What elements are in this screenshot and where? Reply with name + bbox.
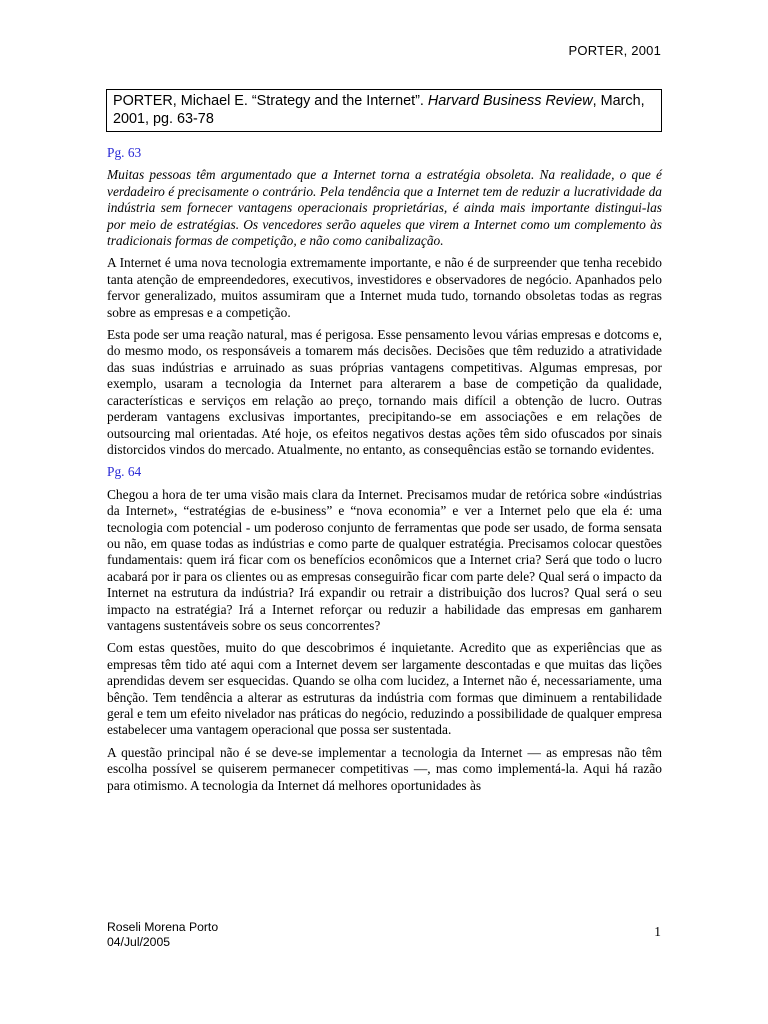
body-paragraph: A Internet é uma nova tecnologia extremamente importante, e não é de surpreender que tenha recebido tanta atenção de empreendedores, executivos, investidores e observadores de negócio. Apanhados pelo fervor generalizado, muitos assumiram que a Internet muda tudo, tornando obsoletas todas as regras sobre as empresas e a competição. <box>107 255 662 320</box>
citation-box <box>106 89 662 132</box>
citation-journal: Harvard Business Review <box>427 93 593 109</box>
citation-details: , March, 2001, pg. 63-78 <box>113 93 645 127</box>
body-paragraph: Esta pode ser uma reação natural, mas é perigosa. Esse pensamento levou várias empresas e dotcoms e, do mesmo modo, os responsáveis a tomarem más decisões. Decisões que têm reduzido a atratividade das suas indústrias e arruinado as suas próprias vantagens competitivas. Algumas empresas, por exemplo, usaram a tecnologia da Internet para alterarem a base de competição da qualidade, características e serviços em relação ao preço, tornando mais difícil a obtenção de lucro. Outras perderam vantagens exclusivas importantes, precipitando-se em associações e em relações de outsourcing mal orientadas. Até hoje, os efeitos negativos destas ações têm sido ofuscados por sinais distorcidos vindos do mercado. Atualmente, no entanto, as consequências estão se tornando evidentes. <box>107 327 662 457</box>
footer-author: Roseli Morena Porto <box>107 920 219 934</box>
body-paragraph: Chegou a hora de ter uma visão mais clara da Internet. Precisamos mudar de retórica sobre «indústrias da Internet», “estratégias de e-business” e “nova economia” e ver a Internet pelo que ela é: uma tecnologia com potencial - um poderoso conjunto de ferramentas que pode ser usado, de forma sensata ou não, em quase todas as indústrias e como parte de qualquer estratégia. Precisamos colocar questões fundamentais: quem irá ficar com os benefícios econômicos que a Internet cria? Será que todo o lucro acabará por ir para os clientes ou as empresas conseguirão ficar com parte dele? Qual será o impacto da Internet na estrutura da indústria? Irá expandir ou retrair a distribuição dos lucros? Qual será o seu impacto na estratégia? Irá a Internet reforçar ou reduzir a habilidade das empresas em ganharem vantagens sustentáveis sobre os seus concorrentes? <box>107 486 662 633</box>
footer-info <box>107 920 218 950</box>
page-number: 1 <box>654 924 661 939</box>
footer-date: 04/Jul/2005 <box>107 935 171 949</box>
running-head: PORTER, 2001 <box>568 43 661 58</box>
body-paragraph: Com estas questões, muito do que descobrimos é inquietante. Acredito que as experiências que as empresas têm tido até aqui com a Internet devem ser largamente descontadas e que muitas das lições aprendidas devem ser esquecidas. Quando se olha com lucidez, a Internet não é, necessariamente, uma bênção. Tem tendência a alterar as estruturas da indústria com formas que diminuem a rentabilidade geral e tem um efeito nivelador nas práticas do negócio, reduzindo a possibilidade de qualquer empresa estabelecer uma vantagem operacional que possa ser sustentada. <box>107 640 662 738</box>
page-label-64: Pg. 64 <box>107 464 142 480</box>
abstract-paragraph: Muitas pessoas têm argumentado que a Internet torna a estratégia obsoleta. Na realidade, o que é verdadeiro é precisamente o contrário. Pela tendência que a Internet tem de reduzir a lucratividade da indústria sem fornecer vantagens operacionais proprietárias, é ainda mais importante distingui-las por meio de estratégias. Os vencedores serão aqueles que virem a Internet como um complemento às tradicionais formas de competição, e não como canibalização. <box>107 167 662 249</box>
page-label-63: Pg. 63 <box>107 145 142 160</box>
document-body <box>107 145 662 800</box>
body-paragraph: A questão principal não é se deve-se implementar a tecnologia da Internet — as empresas não têm escolha possível se quiserem permanecer competitivas —, mas como implementá-la. Aqui há razão para otimismo. A tecnologia da Internet dá melhores oportunidades às <box>107 744 662 793</box>
citation-author-title: PORTER, Michael E. “Strategy and the Internet”. <box>113 93 428 109</box>
